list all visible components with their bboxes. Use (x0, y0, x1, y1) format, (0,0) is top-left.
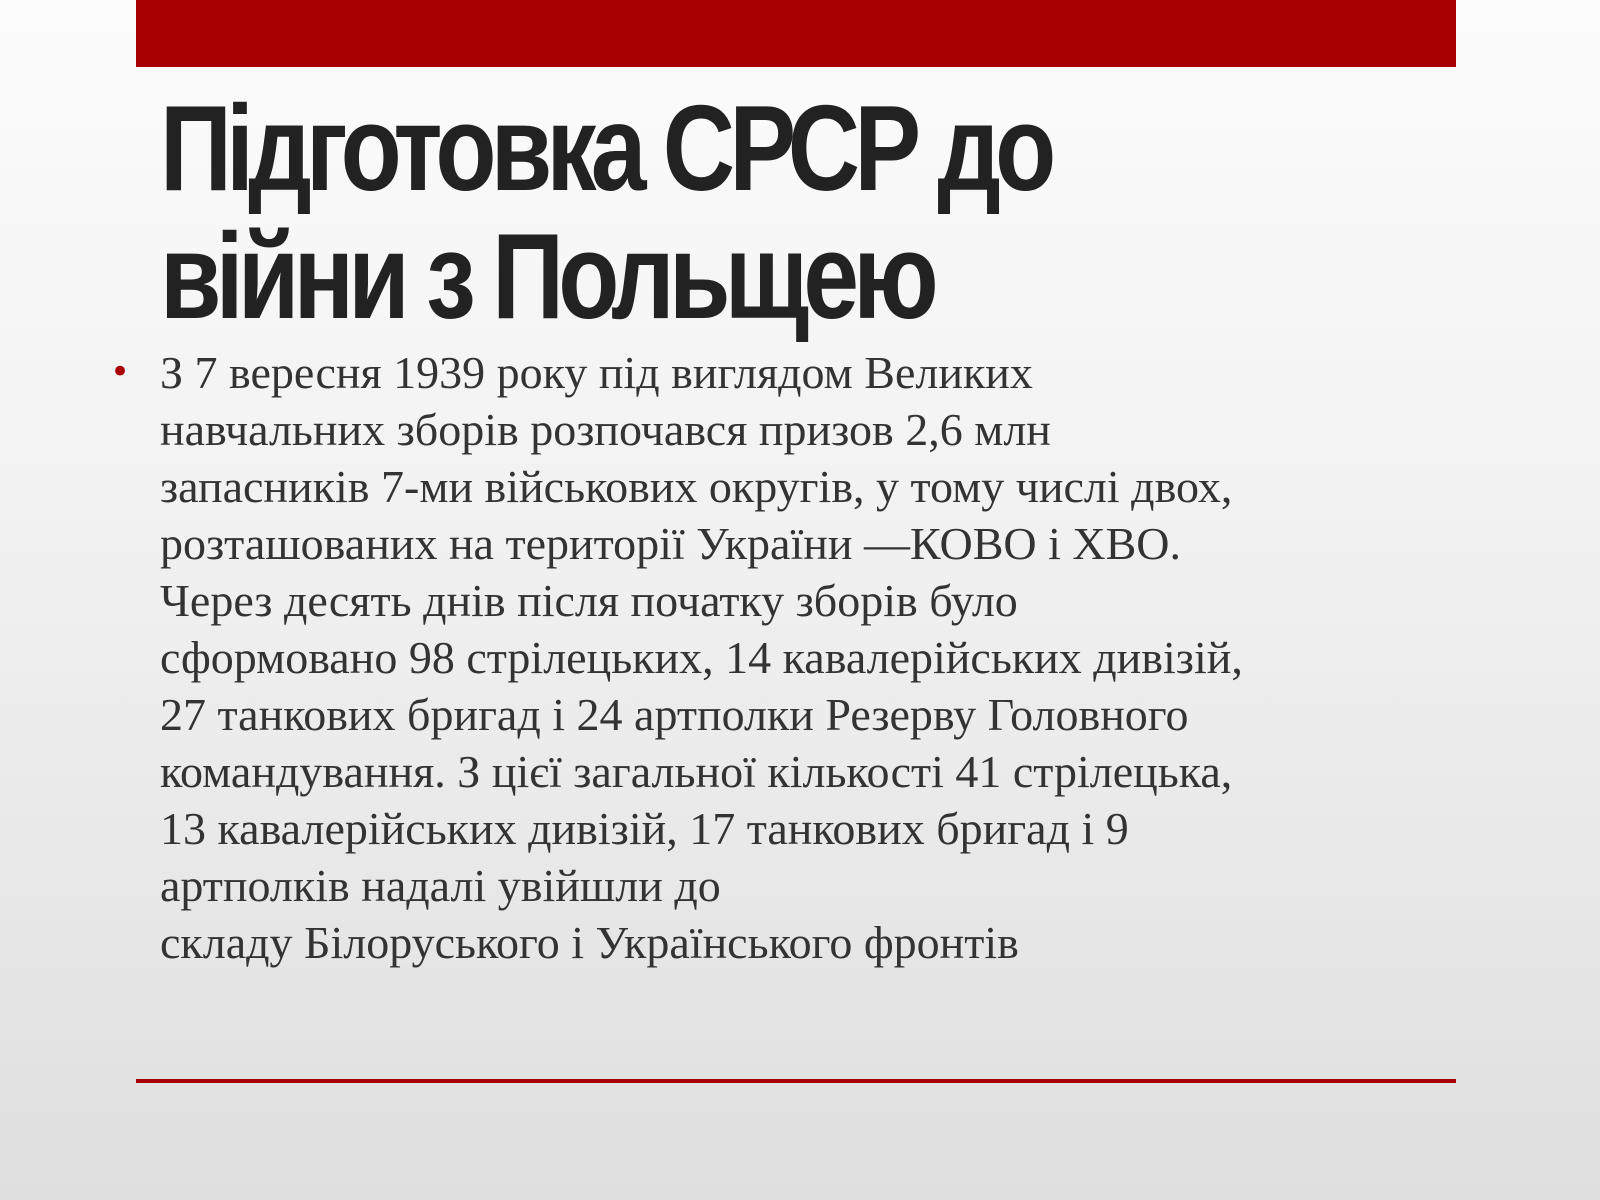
text-line: 27 танкових бригад і 24 артполки Резерву Головного (160, 689, 1189, 740)
text-line: складу Білоруського і Українського фронтів (160, 917, 1019, 968)
bottom-accent-line (136, 1079, 1456, 1083)
text-line: запасників 7-ми військових округів, у тому числі двох, (160, 461, 1233, 512)
text-line: сформовано 98 стрілецьких, 14 кавалерійських дивізій, (160, 632, 1243, 683)
text-line: розташованих на території України —КОВО і ХВО. (160, 518, 1182, 569)
text-line: командування. З цієї загальної кількості 41 стрілецька, (160, 746, 1233, 797)
text-line: 13 кавалерійських дивізій, 17 танкових бригад і 9 (160, 803, 1129, 854)
title-line: Підготовка СРСР до (160, 80, 1051, 216)
bullet-item (110, 344, 1430, 971)
text-line: Через десять днів після початку зборів було (160, 575, 1018, 626)
text-line: артполків надалі увійшли до (160, 860, 721, 911)
bullet-text (160, 344, 1430, 971)
bullet-dot-icon: • (110, 352, 131, 392)
bullet-list (110, 344, 1430, 971)
slide-title (160, 80, 1193, 344)
top-accent-bar (136, 0, 1456, 67)
text-line: З 7 вересня 1939 року під виглядом Великих (160, 347, 1033, 398)
text-line: навчальних зборів розпочався призов 2,6 млн (160, 404, 1051, 455)
title-line: війни з Польщею (160, 208, 933, 344)
